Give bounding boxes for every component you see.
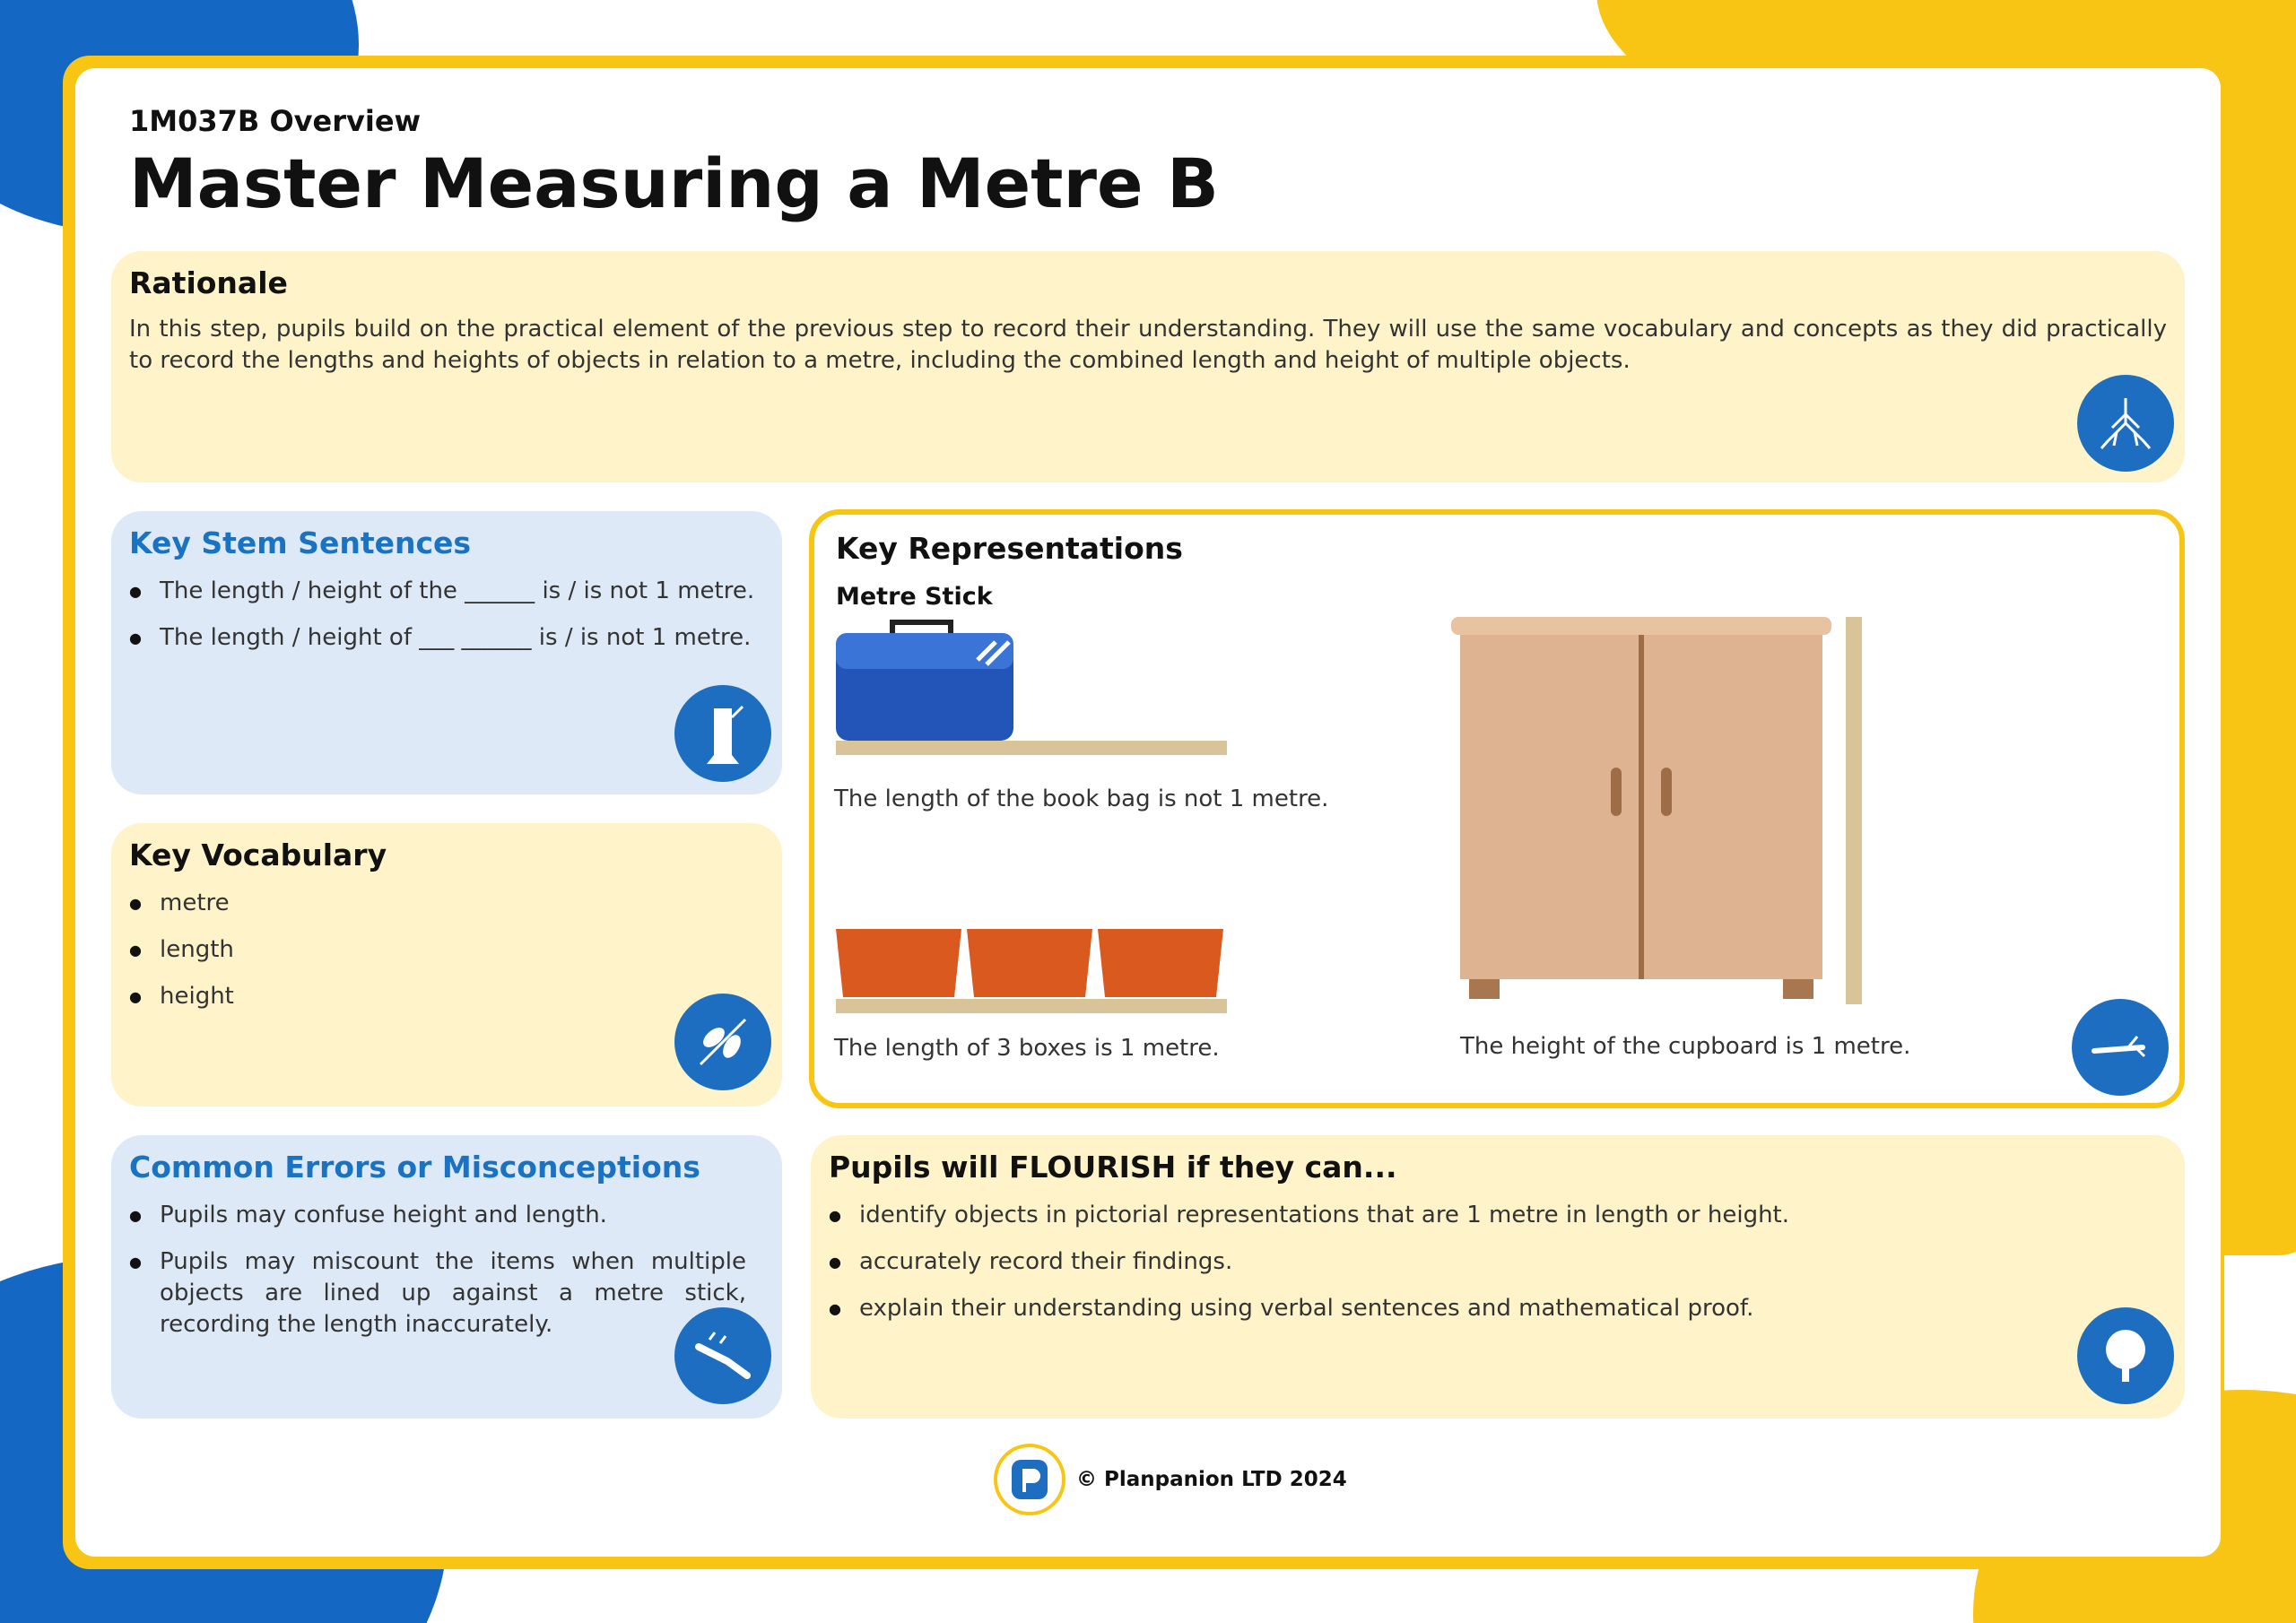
boxes-illustration [834, 920, 1229, 1019]
list-item: ● The length / height of the ______ is / is not 1 metre. [129, 576, 764, 607]
vocabulary-list [129, 888, 764, 1028]
tree-trunk-icon [674, 685, 771, 782]
errors-heading: Common Errors or Misconceptions [129, 1150, 700, 1185]
vocabulary-panel [111, 823, 782, 1107]
flourish-heading: Pupils will FLOURISH if they can... [829, 1150, 1397, 1185]
caption-book-bag: The length of the book bag is not 1 metre. [834, 785, 1329, 812]
representations-heading: Key Representations [836, 531, 1183, 566]
list-item: ● height [129, 981, 764, 1012]
list-item: ● explain their understanding using verbal sentences and mathematical proof. [829, 1293, 2167, 1324]
flourish-panel [811, 1135, 2185, 1419]
roots-icon [2077, 375, 2174, 472]
list-item: ● metre [129, 888, 764, 919]
lesson-code: 1M037B Overview [129, 104, 422, 138]
rationale-text: In this step, pupils build on the practical element of the previous step to record their understanding. They will use the same vocabulary and concepts as they did practically to record the lengths and heights of objects in relation to a metre, including the combined length and height of multiple objects. [129, 316, 2167, 374]
list-item: ● Pupils may miscount the items when multiple objects are lined up against a metre stick, recording the length inaccurately. [129, 1246, 764, 1341]
leaves-icon [674, 994, 771, 1090]
copyright-text: © Planpanion LTD 2024 [1076, 1468, 1347, 1491]
flourish-list [829, 1200, 2167, 1340]
footer [994, 1444, 1347, 1515]
caption-boxes: The length of 3 boxes is 1 metre. [834, 1035, 1220, 1062]
errors-panel [111, 1135, 782, 1419]
list-item: ● identify objects in pictorial representations that are 1 metre in length or height. [829, 1200, 2167, 1231]
tree-icon [2077, 1307, 2174, 1404]
vocabulary-heading: Key Vocabulary [129, 838, 387, 872]
caption-cupboard: The height of the cupboard is 1 metre. [1460, 1033, 1911, 1060]
book-bag-illustration [834, 615, 1229, 759]
stem-sentences-panel [111, 511, 782, 794]
rationale-panel [111, 251, 2185, 482]
list-item: ● Pupils may confuse height and length. [129, 1200, 764, 1231]
broken-branch-icon [674, 1307, 771, 1404]
list-item: ● accurately record their findings. [829, 1246, 2167, 1278]
planpanion-logo-icon [994, 1444, 1065, 1515]
metre-stick-label: Metre Stick [836, 583, 993, 611]
list-item: ● The length / height of ___ ______ is / is not 1 metre. [129, 622, 764, 654]
stem-sentences-list [129, 576, 764, 669]
cupboard-illustration [1451, 615, 1873, 1010]
page-title: Master Measuring a Metre B [129, 143, 1219, 223]
errors-list [129, 1200, 764, 1356]
branch-icon [2072, 999, 2169, 1096]
list-item: ● length [129, 934, 764, 966]
representations-panel [809, 509, 2185, 1108]
rationale-heading: Rationale [129, 265, 288, 300]
stem-sentences-heading: Key Stem Sentences [129, 525, 472, 560]
